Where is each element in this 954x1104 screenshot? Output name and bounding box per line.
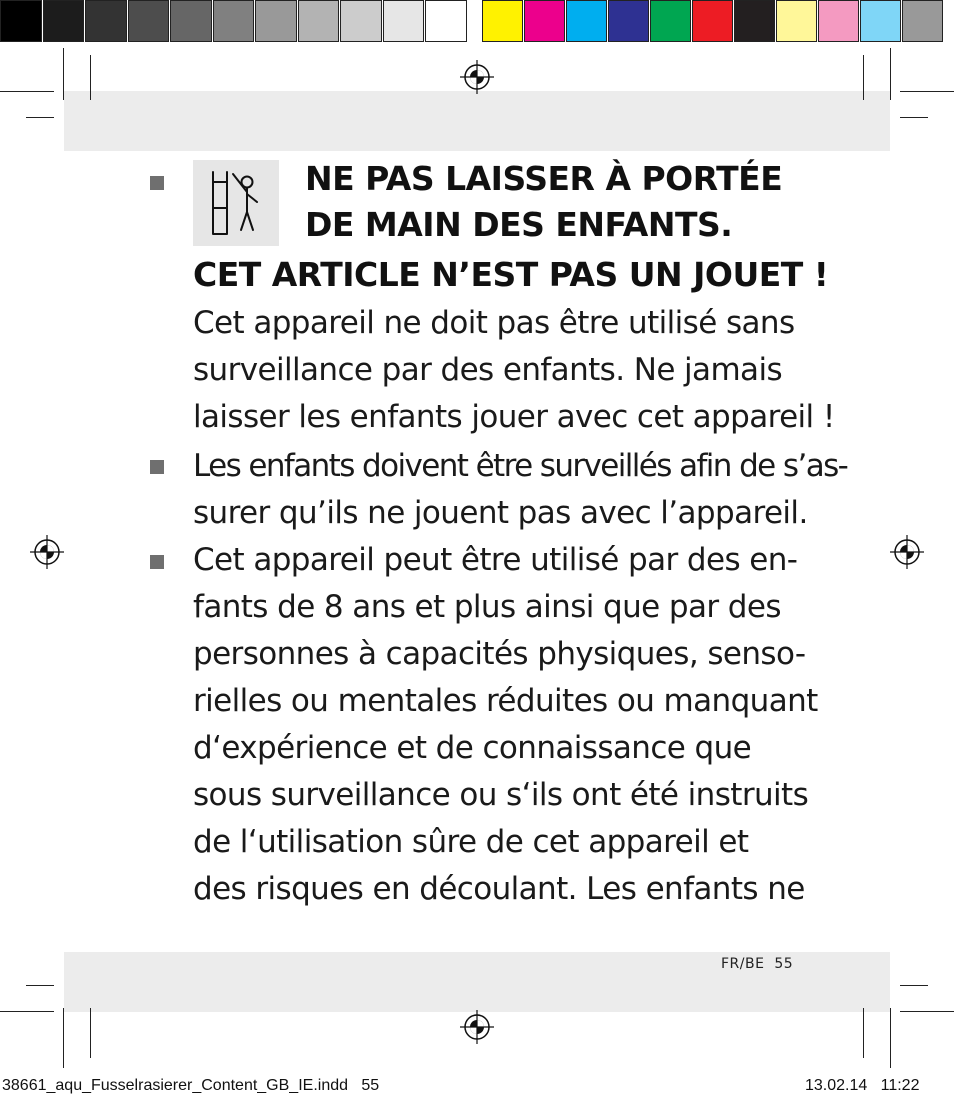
bullet-marker xyxy=(150,460,164,474)
crop-mark xyxy=(0,1011,54,1012)
color-swatch xyxy=(255,0,297,42)
registration-mark-icon xyxy=(30,535,64,569)
crop-mark xyxy=(900,91,954,92)
color-swatch xyxy=(43,0,85,42)
crop-mark xyxy=(900,1011,954,1012)
color-swatch xyxy=(692,0,733,42)
page-number: FR/BE 55 xyxy=(721,956,794,972)
color-swatch xyxy=(566,0,607,42)
color-swatch xyxy=(298,0,340,42)
crop-mark xyxy=(26,117,54,118)
grayscale-color-bar xyxy=(0,0,468,44)
color-swatch xyxy=(85,0,127,42)
top-gray-band xyxy=(64,91,890,151)
bullet-marker xyxy=(150,555,164,569)
crop-mark xyxy=(63,1008,64,1068)
registration-mark-icon xyxy=(890,535,924,569)
color-swatch xyxy=(524,0,565,42)
color-swatch xyxy=(860,0,901,42)
warning-heading-line3: CET ARTICLE N’EST PAS UN JOUET ! xyxy=(193,255,829,294)
registration-mark-icon xyxy=(460,60,494,94)
color-swatch xyxy=(608,0,649,42)
color-swatch xyxy=(213,0,255,42)
crop-mark xyxy=(863,55,864,100)
text-line: Les enfants doivent être surveillés afin de s’as- xyxy=(193,448,848,484)
text-line: Cet appareil ne doit pas être utilisé sans xyxy=(193,305,795,341)
bullet-marker xyxy=(150,176,164,190)
text-line: de l‘utilisation sûre de cet appareil et xyxy=(193,824,749,860)
crop-mark xyxy=(900,117,928,118)
text-line: surer qu’ils ne jouent pas avec l’appareil. xyxy=(193,495,808,531)
crop-mark xyxy=(90,1008,91,1058)
text-line: Cet appareil peut être utilisé par des en- xyxy=(193,542,798,578)
bullet3-text xyxy=(193,537,818,913)
crop-mark xyxy=(890,48,891,100)
color-swatch xyxy=(383,0,425,42)
warning-heading-line2: DE MAIN DES ENFANTS. xyxy=(305,205,733,244)
color-swatch xyxy=(734,0,775,42)
text-line: personnes à capacités physiques, senso- xyxy=(193,636,806,672)
color-swatch xyxy=(650,0,691,42)
color-swatch xyxy=(170,0,212,42)
child-climbing-icon xyxy=(193,160,279,246)
color-swatch xyxy=(425,0,467,42)
crop-mark xyxy=(90,55,91,100)
text-line: fants de 8 ans et plus ainsi que par des xyxy=(193,589,781,625)
text-line: rielles ou mentales réduites ou manquant xyxy=(193,683,818,719)
text-line: sous surveillance ou s‘ils ont été instruits xyxy=(193,777,809,813)
crop-mark xyxy=(63,48,64,100)
text-line: surveillance par des enfants. Ne jamais xyxy=(193,352,783,388)
color-swatch xyxy=(340,0,382,42)
color-swatch xyxy=(0,0,42,42)
color-swatch xyxy=(128,0,170,42)
warning-body xyxy=(193,300,835,441)
registration-mark-icon xyxy=(460,1010,494,1044)
crop-mark xyxy=(890,1008,891,1068)
slug-filename: 38661_aqu_Fusselrasierer_Content_GB_IE.indd 55 xyxy=(2,1077,380,1094)
text-line: des risques en découlant. Les enfants ne xyxy=(193,871,805,907)
text-line: laisser les enfants jouer avec cet appareil ! xyxy=(193,399,835,435)
color-swatch xyxy=(776,0,817,42)
bullet2-text xyxy=(193,443,847,537)
slug-datetime: 13.02.14 11:22 xyxy=(805,1077,920,1094)
crop-mark xyxy=(0,91,54,92)
text-line: d‘expérience et de connaissance que xyxy=(193,730,752,766)
color-swatch xyxy=(902,0,943,42)
crop-mark xyxy=(863,1008,864,1058)
color-swatch xyxy=(482,0,523,42)
warning-heading-line1: NE PAS LAISSER À PORTÉE xyxy=(305,159,783,198)
color-swatch xyxy=(818,0,859,42)
crop-mark xyxy=(26,985,54,986)
process-color-bar xyxy=(482,0,944,44)
crop-mark xyxy=(900,985,928,986)
